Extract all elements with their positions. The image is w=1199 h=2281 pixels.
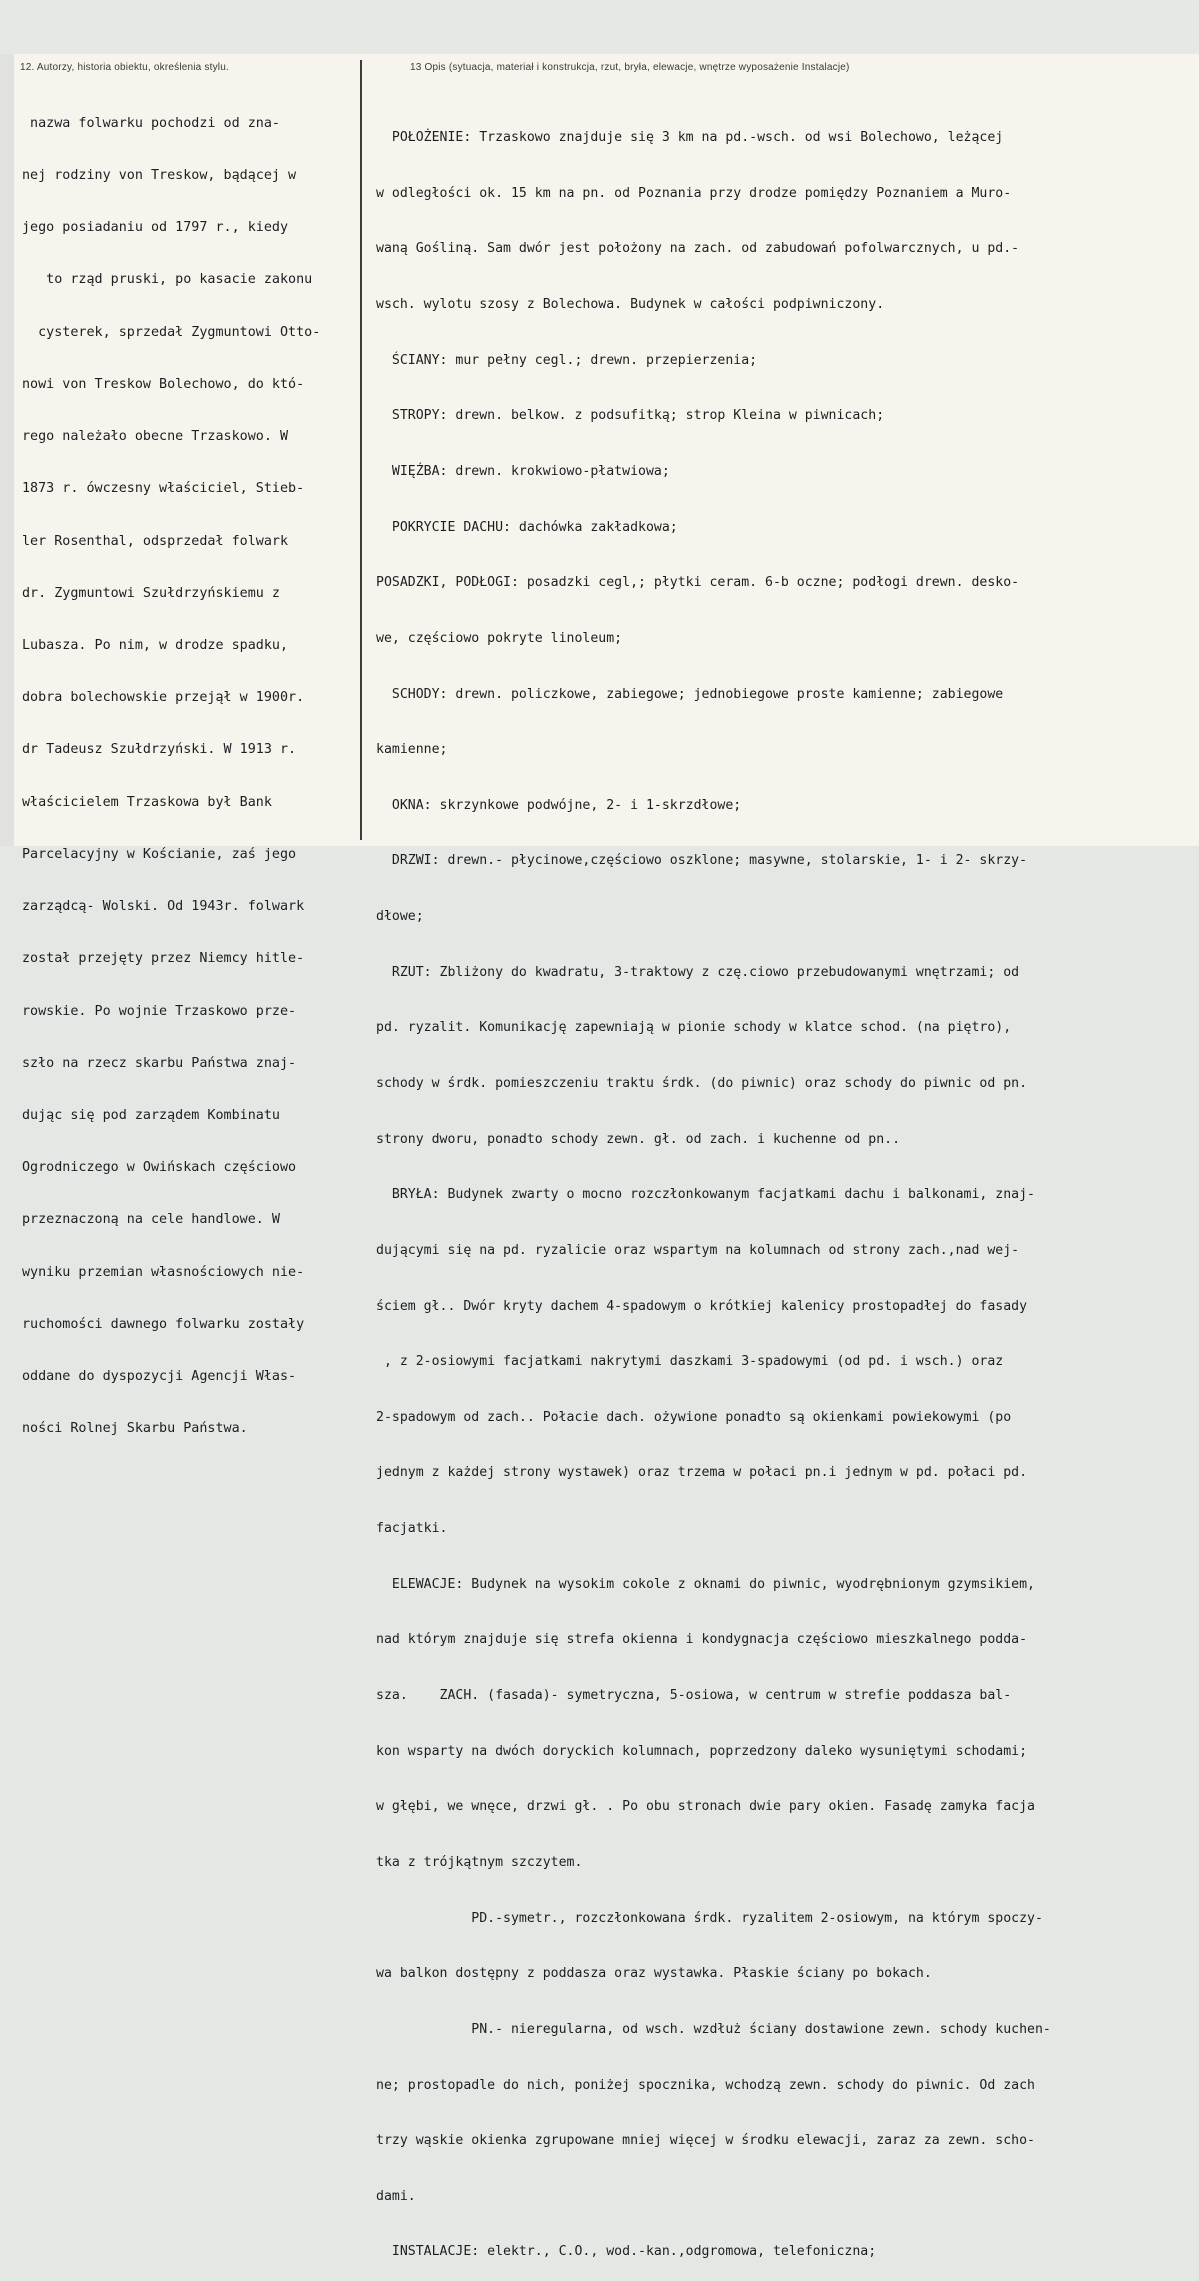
- history-line: rego należało obecne Trzaskowo. W: [22, 429, 289, 445]
- scan-top-margin: [0, 0, 1199, 54]
- history-line: przeznaczoną na cele handlowe. W: [22, 1212, 280, 1228]
- history-line: dobra bolechowskie przejął w 1900r.: [22, 690, 305, 706]
- history-line: to rząd pruski, po kasacie zakonu: [22, 272, 313, 288]
- description-line: BRYŁA: Budynek zwarty o mocno rozczłonkowanym facjatkami dachu i balkonami, znaj-: [376, 1187, 1035, 1203]
- description-line: w odległości ok. 15 km na pn. od Poznania przy drodze pomiędzy Poznaniem a Muro-: [376, 185, 1012, 201]
- history-line: jego posiadaniu od 1797 r., kiedy: [22, 220, 289, 236]
- history-line: Lubasza. Po nim, w drodze spadku,: [22, 638, 289, 653]
- history-line: Ogrodniczego w Owińskach częściowo: [22, 1160, 297, 1176]
- description-line: sza. ZACH. (fasada)- symetryczna, 5-osiowa, w centrum w strefie poddasza bal-: [376, 1688, 1012, 1704]
- description-line: we, częściowo pokryte linoleum;: [376, 630, 623, 646]
- description-line: ŚCIANY: mur pełny cegl.; drewn. przepierzenia;: [376, 352, 758, 368]
- history-line: cysterek, sprzedał Zygmuntowi Otto-: [22, 324, 321, 340]
- history-line: został przejęty przez Niemcy hitle-: [22, 951, 305, 967]
- description-line: OKNA: skrzynkowe podwójne, 2- i 1-skrzdłowe;: [376, 797, 742, 813]
- description-line: waną Gośliną. Sam dwór jest położony na zach. od zabudowań pofolwarcznych, u pd.-: [376, 241, 1020, 257]
- history-line: ruchomości dawnego folwarku zostały: [22, 1316, 305, 1332]
- description-line: w głębi, we wnęce, drzwi gł. . Po obu stronach dwie pary okien. Fasadę zamyka facja: [376, 1799, 1035, 1815]
- description-column-header: 13 Opis (sytuacja, materiał i konstrukcja, rzut, bryła, elewacje, wnętrze wyposażenie Instalacje): [410, 62, 850, 73]
- history-line: nej rodziny von Treskow, bądącej w: [22, 168, 297, 184]
- history-line: ności Rolnej Skarbu Państwa.: [22, 1421, 248, 1437]
- column-divider: [360, 60, 362, 840]
- history-line: 1873 r. ówczesny właściciel, Stieb-: [22, 481, 305, 497]
- history-line: ler Rosenthal, odsprzedał folwark: [22, 533, 289, 549]
- description-line: schody w śrdk. pomieszczeniu traktu śrdk. (do piwnic) oraz schody do piwnic od pn.: [376, 1075, 1028, 1091]
- description-line: facjatki.: [376, 1521, 448, 1537]
- history-column-header: 12. Autorzy, historia obiektu, określenia stylu.: [20, 62, 229, 73]
- description-line: RZUT: Zbliżony do kwadratu, 3-traktowy z czę.ciowo przebudowanymi wnętrzami; od: [376, 964, 1020, 980]
- history-line: nazwa folwarku pochodzi od zna-: [22, 115, 280, 131]
- description-text: [376, 92, 1051, 2281]
- description-line: POSADZKI, PODŁOGI: posadzki cegl,; płytki ceram. 6-b oczne; podłogi drewn. desko-: [376, 575, 1020, 591]
- description-line: pd. ryzalit. Komunikację zapewniają w pionie schody w klatce schod. (na piętro),: [376, 1020, 1012, 1036]
- description-line: wa balkon dostępny z poddasza oraz wystawka. Płaskie ściany po bokach.: [376, 1966, 932, 1982]
- description-line: 2-spadowym od zach.. Połacie dach. ożywione ponadto są okienkami powiekowymi (po: [376, 1409, 1012, 1425]
- history-line: dr. Zygmuntowi Szułdrzyńskiemu z: [22, 585, 280, 601]
- description-line: PD.-symetr., rozczłonkowana śrdk. ryzalitem 2-osiowym, na którym spoczy-: [376, 1910, 1043, 1926]
- history-line: wyniku przemian własnościowych nie-: [22, 1264, 305, 1280]
- history-text: [22, 80, 320, 1455]
- description-line: wsch. wylotu szosy z Bolechowa. Budynek w całości podpiwniczony.: [376, 297, 885, 313]
- history-line: Parcelacyjny w Kościanie, zaś jego: [22, 846, 297, 862]
- description-line: kamienne;: [376, 742, 448, 758]
- description-line: tka z trójkątnym szczytem.: [376, 1854, 583, 1870]
- description-line: trzy wąskie okienka zgrupowane mniej więcej w środku elewacji, zaraz za zewn. scho-: [376, 2133, 1035, 2149]
- description-line: jednym z każdej strony wystawek) oraz trzema w połaci pn.i jednym w pd. połaci pd.: [376, 1465, 1028, 1481]
- description-line: dującymi się na pd. ryzalicie oraz wspartym na kolumnach od strony zach.,nad wej-: [376, 1242, 1020, 1258]
- scan-left-margin: [0, 54, 14, 846]
- description-line: ELEWACJE: Budynek na wysokim cokole z oknami do piwnic, wyodrębnionym gzymsikiem,: [376, 1576, 1035, 1592]
- description-line: ne; prostopadle do nich, poniżej spocznika, wchodzą zewn. schody do piwnic. Od zach: [376, 2077, 1035, 2093]
- description-line: kon wsparty na dwóch doryckich kolumnach, poprzedzony daleko wysuniętymi schodami;: [376, 1743, 1028, 1759]
- description-line: DRZWI: drewn.- płycinowe,częściowo oszklone; masywne, stolarskie, 1- i 2- skrzy-: [376, 853, 1028, 869]
- description-line: INSTALACJE: elektr., C.O., wod.-kan.,odgromowa, telefoniczna;: [376, 2244, 877, 2260]
- description-line: SCHODY: drewn. policzkowe, zabiegowe; jednobiegowe proste kamienne; zabiegowe: [376, 686, 1004, 702]
- history-line: dując się pod zarządem Kombinatu: [22, 1107, 280, 1123]
- description-line: nad którym znajduje się strefa okienna i kondygnacja częściowo mieszkalnego podda-: [376, 1632, 1028, 1648]
- description-line: POŁOŻENIE: Trzaskowo znajduje się 3 km na pd.-wsch. od wsi Bolechowo, leżącej: [376, 130, 1004, 146]
- history-line: właścicielem Trzaskowa był Bank: [22, 794, 272, 810]
- description-line: POKRYCIE DACHU: dachówka zakładkowa;: [376, 519, 678, 535]
- description-line: strony dworu, ponadto schody zewn. gł. od zach. i kuchenne od pn..: [376, 1131, 901, 1147]
- history-line: zarządcą- Wolski. Od 1943r. folwark: [22, 899, 305, 915]
- description-line: WIĘŹBA: drewn. krokwiowo-płatwiowa;: [376, 463, 670, 479]
- history-line: oddane do dyspozycji Agencji Włas-: [22, 1369, 297, 1385]
- description-line: dami.: [376, 2188, 416, 2204]
- history-line: nowi von Treskow Bolechowo, do któ-: [22, 376, 305, 392]
- description-line: ściem gł.. Dwór kryty dachem 4-spadowym o krótkiej kalenicy prostopadłej do fasady: [376, 1298, 1028, 1314]
- history-line: dr Tadeusz Szułdrzyński. W 1913 r.: [22, 742, 297, 758]
- history-line: szło na rzecz skarbu Państwa znaj-: [22, 1055, 297, 1071]
- history-line: rowskie. Po wojnie Trzaskowo prze-: [22, 1003, 297, 1019]
- description-line: STROPY: drewn. belkow. z podsufitką; strop Kleina w piwnicach;: [376, 408, 885, 424]
- description-line: , z 2-osiowymi facjatkami nakrytymi daszkami 3-spadowymi (od pd. i wsch.) oraz: [376, 1354, 1004, 1370]
- description-line: dłowe;: [376, 909, 424, 925]
- description-line: PN.- nieregularna, od wsch. wzdłuż ściany dostawione zewn. schody kuchen-: [376, 2021, 1051, 2037]
